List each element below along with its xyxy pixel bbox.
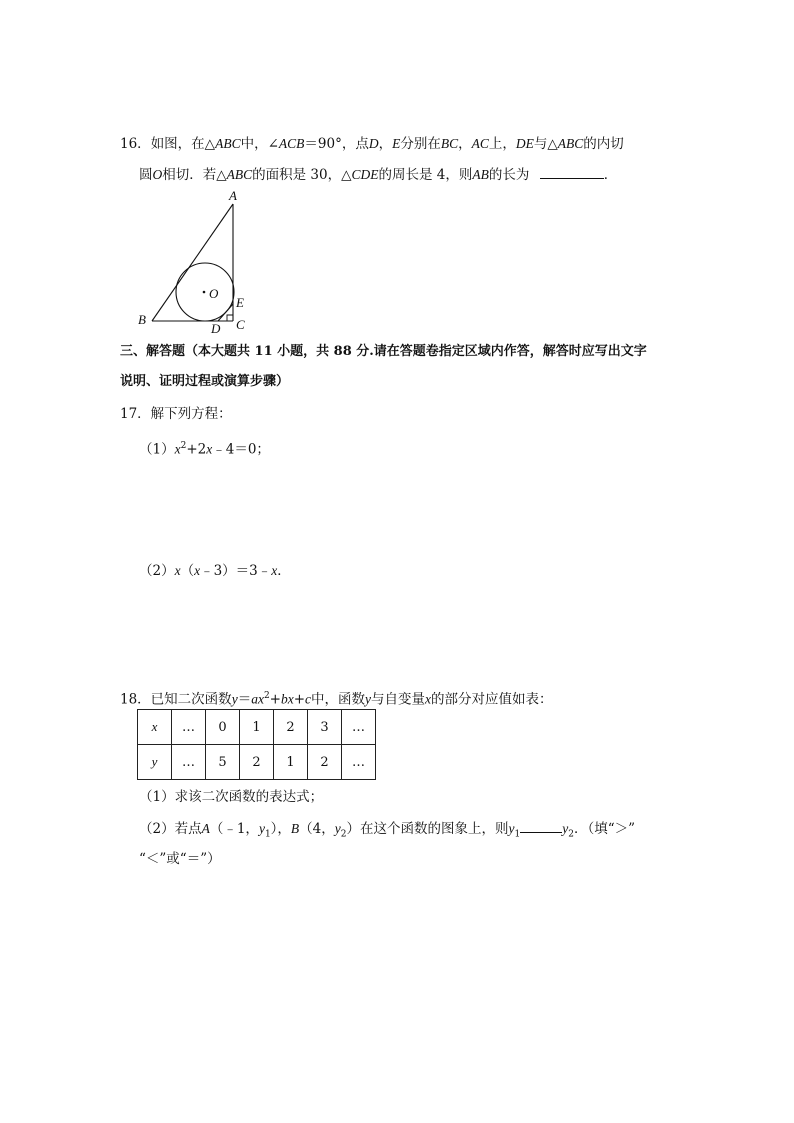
table-cell: 2 [240,745,274,780]
value-table [137,709,376,780]
table-cell: … [172,745,206,780]
triangle-figure [130,186,260,336]
q17-part2: （2）x（x﹣3）＝3﹣x． [139,563,291,579]
q16-line2: 圆O相切．若△ABC的面积是 30，△CDE的周长是 4，则AB的长为 ． [139,167,618,183]
q17-part1: $(1)x^2+2x﹣4=0$； [139,441,270,458]
table-cell: 1 [240,710,274,745]
table-header-x: x [138,710,172,745]
label-o: O [209,286,219,301]
table-cell: 5 [206,745,240,780]
side-ab [152,204,233,321]
table-cell: … [172,710,206,745]
q18-part2-line1: （2）若点A（﹣1，$y_1$），B（4，$y_2$）在这个函数的图象上，则$y_1$ $y_2$．（填“＞” [139,821,636,840]
table-cell: 2 [308,745,342,780]
table-row-y [138,745,376,780]
q16-answer-blank[interactable] [540,166,604,179]
q18-part2-line2: “＜”或“＝”） [139,851,221,867]
label-a: A [229,188,237,203]
section3-heading-line2: 说明、证明过程或演算步骤） [120,374,290,389]
table-cell: 2 [274,710,308,745]
label-b: B [138,312,146,327]
section3-heading-line1: 三、解答题（本大题共 11 小题，共 88 分.请在答题卷指定区域内作答，解答时应写出文字 [120,344,647,359]
q16-number: 16． [120,136,151,152]
center-o-dot [203,291,206,294]
label-e: E [236,295,244,310]
table-cell: 1 [274,745,308,780]
q18-answer-blank[interactable] [520,820,562,833]
table-cell: … [342,710,376,745]
q16-line1: 16．如图，在△ABC中，∠ACB＝90°，点D，E分别在BC，AC上，DE与△ABC的内切 [120,136,624,152]
q18-part1: （1）求该二次函数的表达式； [139,789,324,805]
right-angle-mark [227,315,233,321]
table-cell: 0 [206,710,240,745]
q17-title: 17．解下列方程： [120,406,232,422]
table-cell: … [342,745,376,780]
label-d: D [211,321,221,336]
table-cell: 3 [308,710,342,745]
q18-stem: 18．已知二次函数$y=ax^2+bx+c$中，函数y与自变量x的部分对应值如表： [120,691,553,708]
table-row-x [138,710,376,745]
label-c: C [236,317,245,332]
table-header-y: y [138,745,172,780]
